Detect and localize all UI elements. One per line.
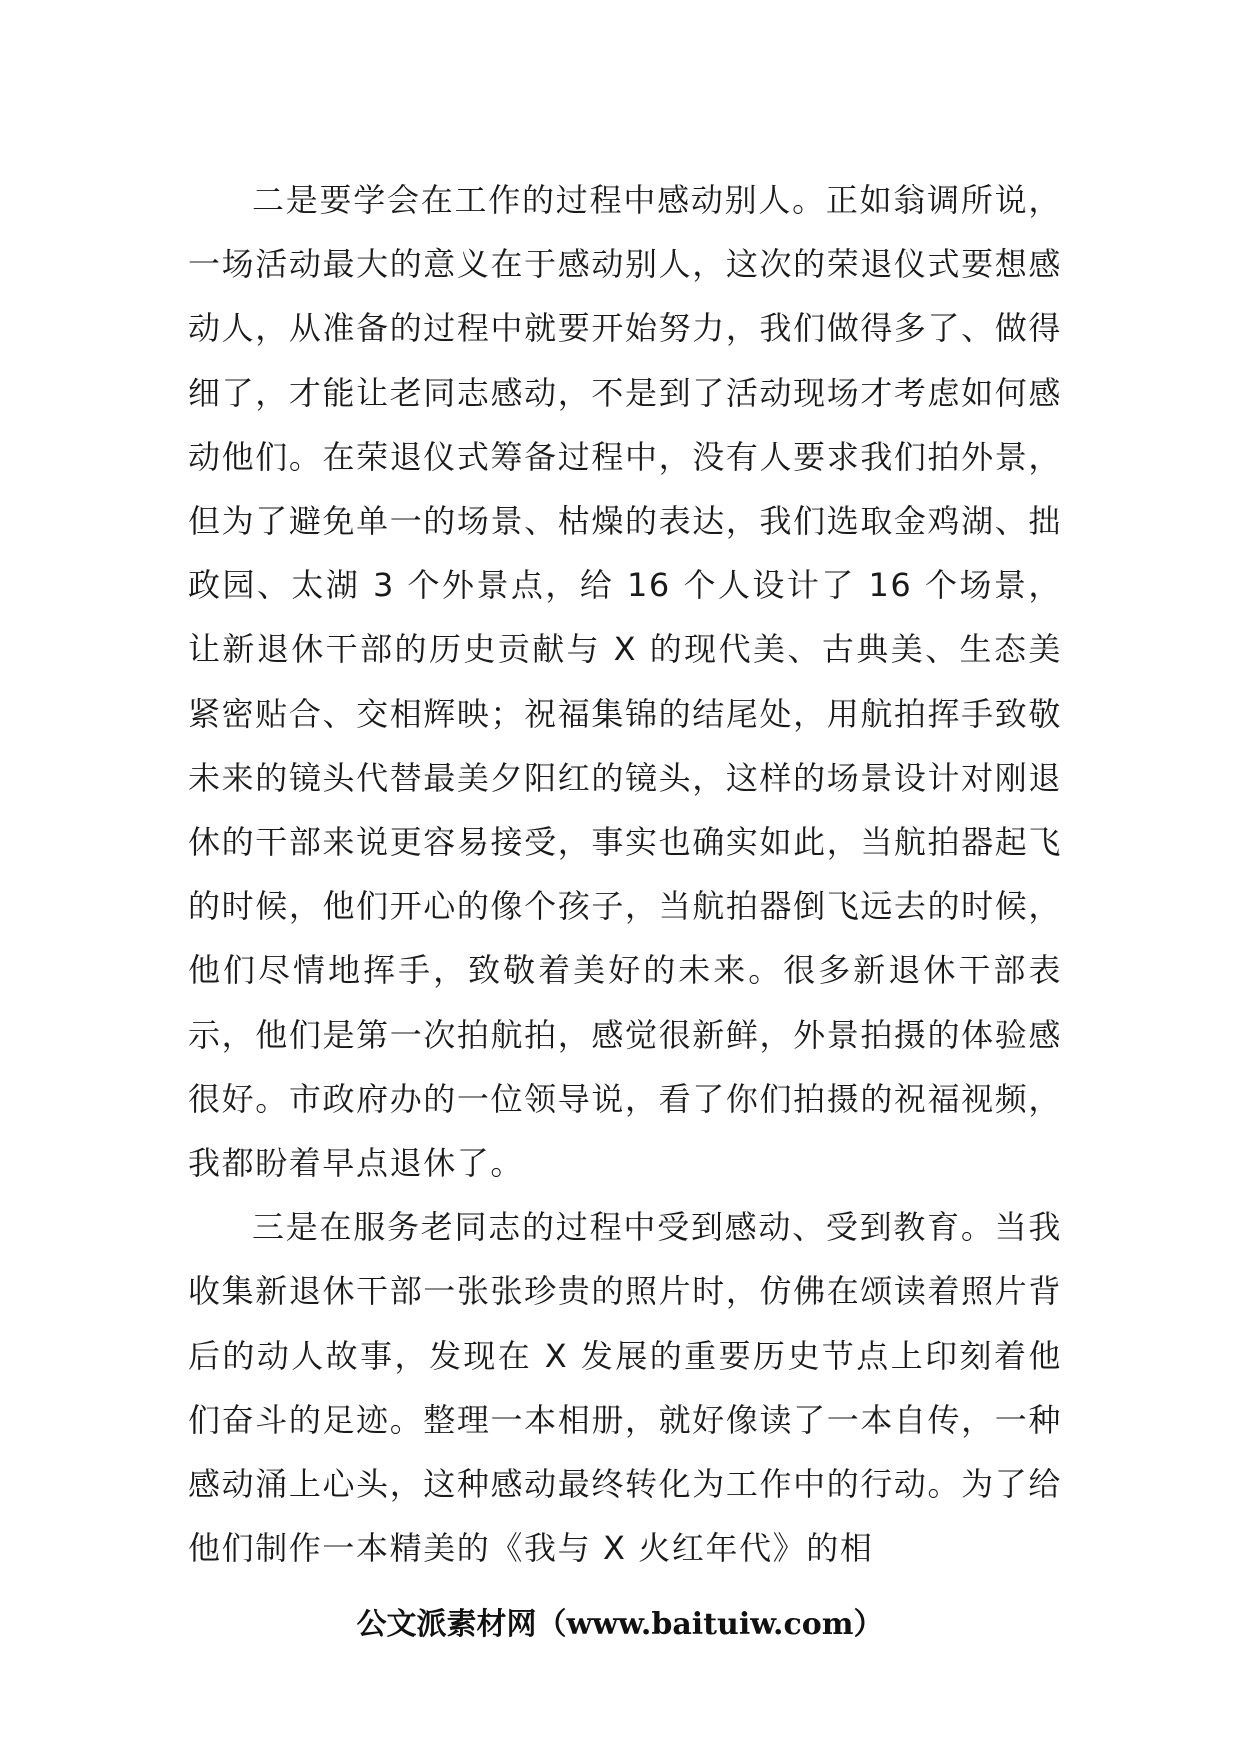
footer-watermark: 公文派素材网（www.baituiw.com） xyxy=(356,1607,884,1642)
document-body xyxy=(188,168,1062,1580)
paragraph-1: 二是要学会在工作的过程中感动别人。正如翁调所说，一场活动最大的意义在于感动别人，这次的荣退仪式要想感动人，从准备的过程中就要开始努力，我们做得多了、做得细了，才能让老同志感动，不是到了活动现场才考虑如何感动他们。在荣退仪式筹备过程中，没有人要求我们拍外景，但为了避免单一的场景、枯燥的表达，我们选取金鸡湖、拙政园、太湖 3 个外景点，给 16 个人设计了 16 个场景，让新退休干部的历史贡献与 X 的现代美、古典美、生态美紧密贴合、交相辉映；祝福集锦的结尾处，用航拍挥手致敬未来的镜头代替最美夕阳红的镜头，这样的场景设计对刚退休的干部来说更容易接受，事实也确实如此，当航拍器起飞的时候，他们开心的像个孩子，当航拍器倒飞远去的时候，他们尽情地挥手，致敬着美好的未来。很多新退休干部表示，他们是第一次拍航拍，感觉很新鲜，外景拍摄的体验感很好。市政府办的一位领导说，看了你们拍摄的祝福视频，我都盼着早点退休了。 xyxy=(188,181,1062,1183)
paragraph-2: 三是在服务老同志的过程中受到感动、受到教育。当我收集新退休干部一张张珍贵的照片时，仿佛在颂读着照片背后的动人故事，发现在 X 发展的重要历史节点上印刻着他们奋斗的足迹。整理一本相册，就好像读了一本自传，一种感动涌上心头，这种感动最终转化为工作中的行动。为了给他们制作一本精美的《我与 X 火红年代》的相 xyxy=(188,1208,1062,1568)
